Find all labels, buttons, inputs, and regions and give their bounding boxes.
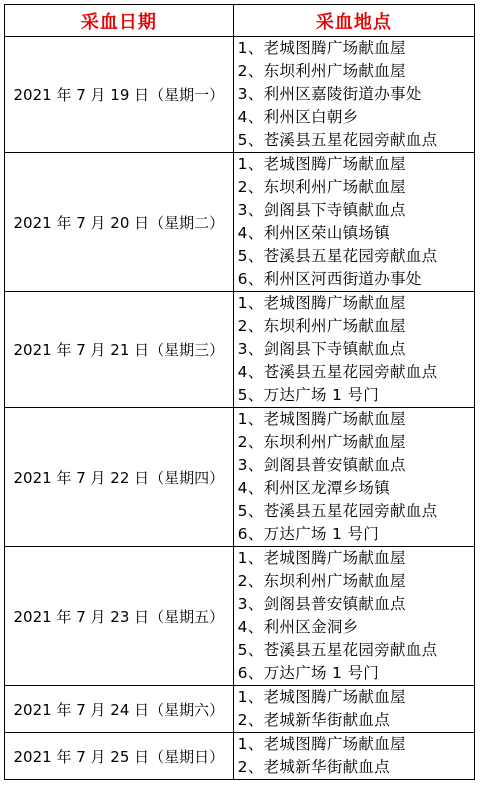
location-item: 2、东坝利州广场献血屋 xyxy=(237,317,406,335)
location-column-header: 采血地点 xyxy=(233,5,474,37)
location-item: 3、剑阁县下寺镇献血点 xyxy=(237,340,406,358)
collection-locations xyxy=(233,408,474,547)
location-item: 1、老城图腾广场献血屋 xyxy=(237,549,406,567)
collection-date: 2021 年 7 月 19 日（星期一） xyxy=(5,37,234,153)
location-item: 5、苍溪县五星花园旁献血点 xyxy=(237,247,438,265)
schedule-row xyxy=(5,408,475,547)
location-item: 1、老城图腾广场献血屋 xyxy=(237,155,406,173)
schedule-row xyxy=(5,37,475,153)
collection-locations xyxy=(233,733,474,780)
location-item: 4、利州区白朝乡 xyxy=(237,108,359,126)
collection-date: 2021 年 7 月 24 日（星期六） xyxy=(5,686,234,733)
location-item: 3、剑阁县普安镇献血点 xyxy=(237,595,406,613)
collection-date: 2021 年 7 月 23 日（星期五） xyxy=(5,547,234,686)
location-item: 1、老城图腾广场献血屋 xyxy=(237,294,406,312)
location-item: 4、苍溪县五星花园旁献血点 xyxy=(237,363,438,381)
location-item: 2、老城新华街献血点 xyxy=(237,711,391,729)
location-item: 2、东坝利州广场献血屋 xyxy=(237,62,406,80)
location-item: 6、万达广场 1 号门 xyxy=(237,664,380,682)
location-item: 1、老城图腾广场献血屋 xyxy=(237,410,406,428)
schedule-row xyxy=(5,733,475,780)
collection-date: 2021 年 7 月 20 日（星期二） xyxy=(5,153,234,292)
location-item: 6、利州区河西街道办事处 xyxy=(237,270,422,288)
schedule-body xyxy=(5,37,475,780)
location-item: 4、利州区金洞乡 xyxy=(237,618,359,636)
schedule-row xyxy=(5,547,475,686)
collection-date: 2021 年 7 月 21 日（星期三） xyxy=(5,292,234,408)
location-item: 1、老城图腾广场献血屋 xyxy=(237,735,406,753)
location-item: 4、利州区龙潭乡场镇 xyxy=(237,479,391,497)
location-item: 3、剑阁县普安镇献血点 xyxy=(237,456,406,474)
header-row xyxy=(5,5,475,37)
collection-locations xyxy=(233,153,474,292)
location-item: 2、老城新华街献血点 xyxy=(237,758,391,776)
location-item: 3、利州区嘉陵街道办事处 xyxy=(237,85,422,103)
location-item: 2、东坝利州广场献血屋 xyxy=(237,572,406,590)
schedule-row xyxy=(5,686,475,733)
collection-locations xyxy=(233,686,474,733)
location-item: 1、老城图腾广场献血屋 xyxy=(237,688,406,706)
blood-collection-schedule-table xyxy=(4,4,475,780)
location-item: 5、万达广场 1 号门 xyxy=(237,386,380,404)
location-item: 1、老城图腾广场献血屋 xyxy=(237,39,406,57)
location-item: 5、苍溪县五星花园旁献血点 xyxy=(237,131,438,149)
collection-locations xyxy=(233,37,474,153)
schedule-row xyxy=(5,292,475,408)
location-item: 2、东坝利州广场献血屋 xyxy=(237,433,406,451)
date-column-header: 采血日期 xyxy=(5,5,234,37)
location-item: 3、剑阁县下寺镇献血点 xyxy=(237,201,406,219)
schedule-row xyxy=(5,153,475,292)
collection-locations xyxy=(233,547,474,686)
location-item: 6、万达广场 1 号门 xyxy=(237,525,380,543)
location-item: 4、利州区荣山镇场镇 xyxy=(237,224,391,242)
collection-date: 2021 年 7 月 22 日（星期四） xyxy=(5,408,234,547)
location-item: 2、东坝利州广场献血屋 xyxy=(237,178,406,196)
location-item: 5、苍溪县五星花园旁献血点 xyxy=(237,641,438,659)
location-item: 5、苍溪县五星花园旁献血点 xyxy=(237,502,438,520)
collection-locations xyxy=(233,292,474,408)
collection-date: 2021 年 7 月 25 日（星期日） xyxy=(5,733,234,780)
